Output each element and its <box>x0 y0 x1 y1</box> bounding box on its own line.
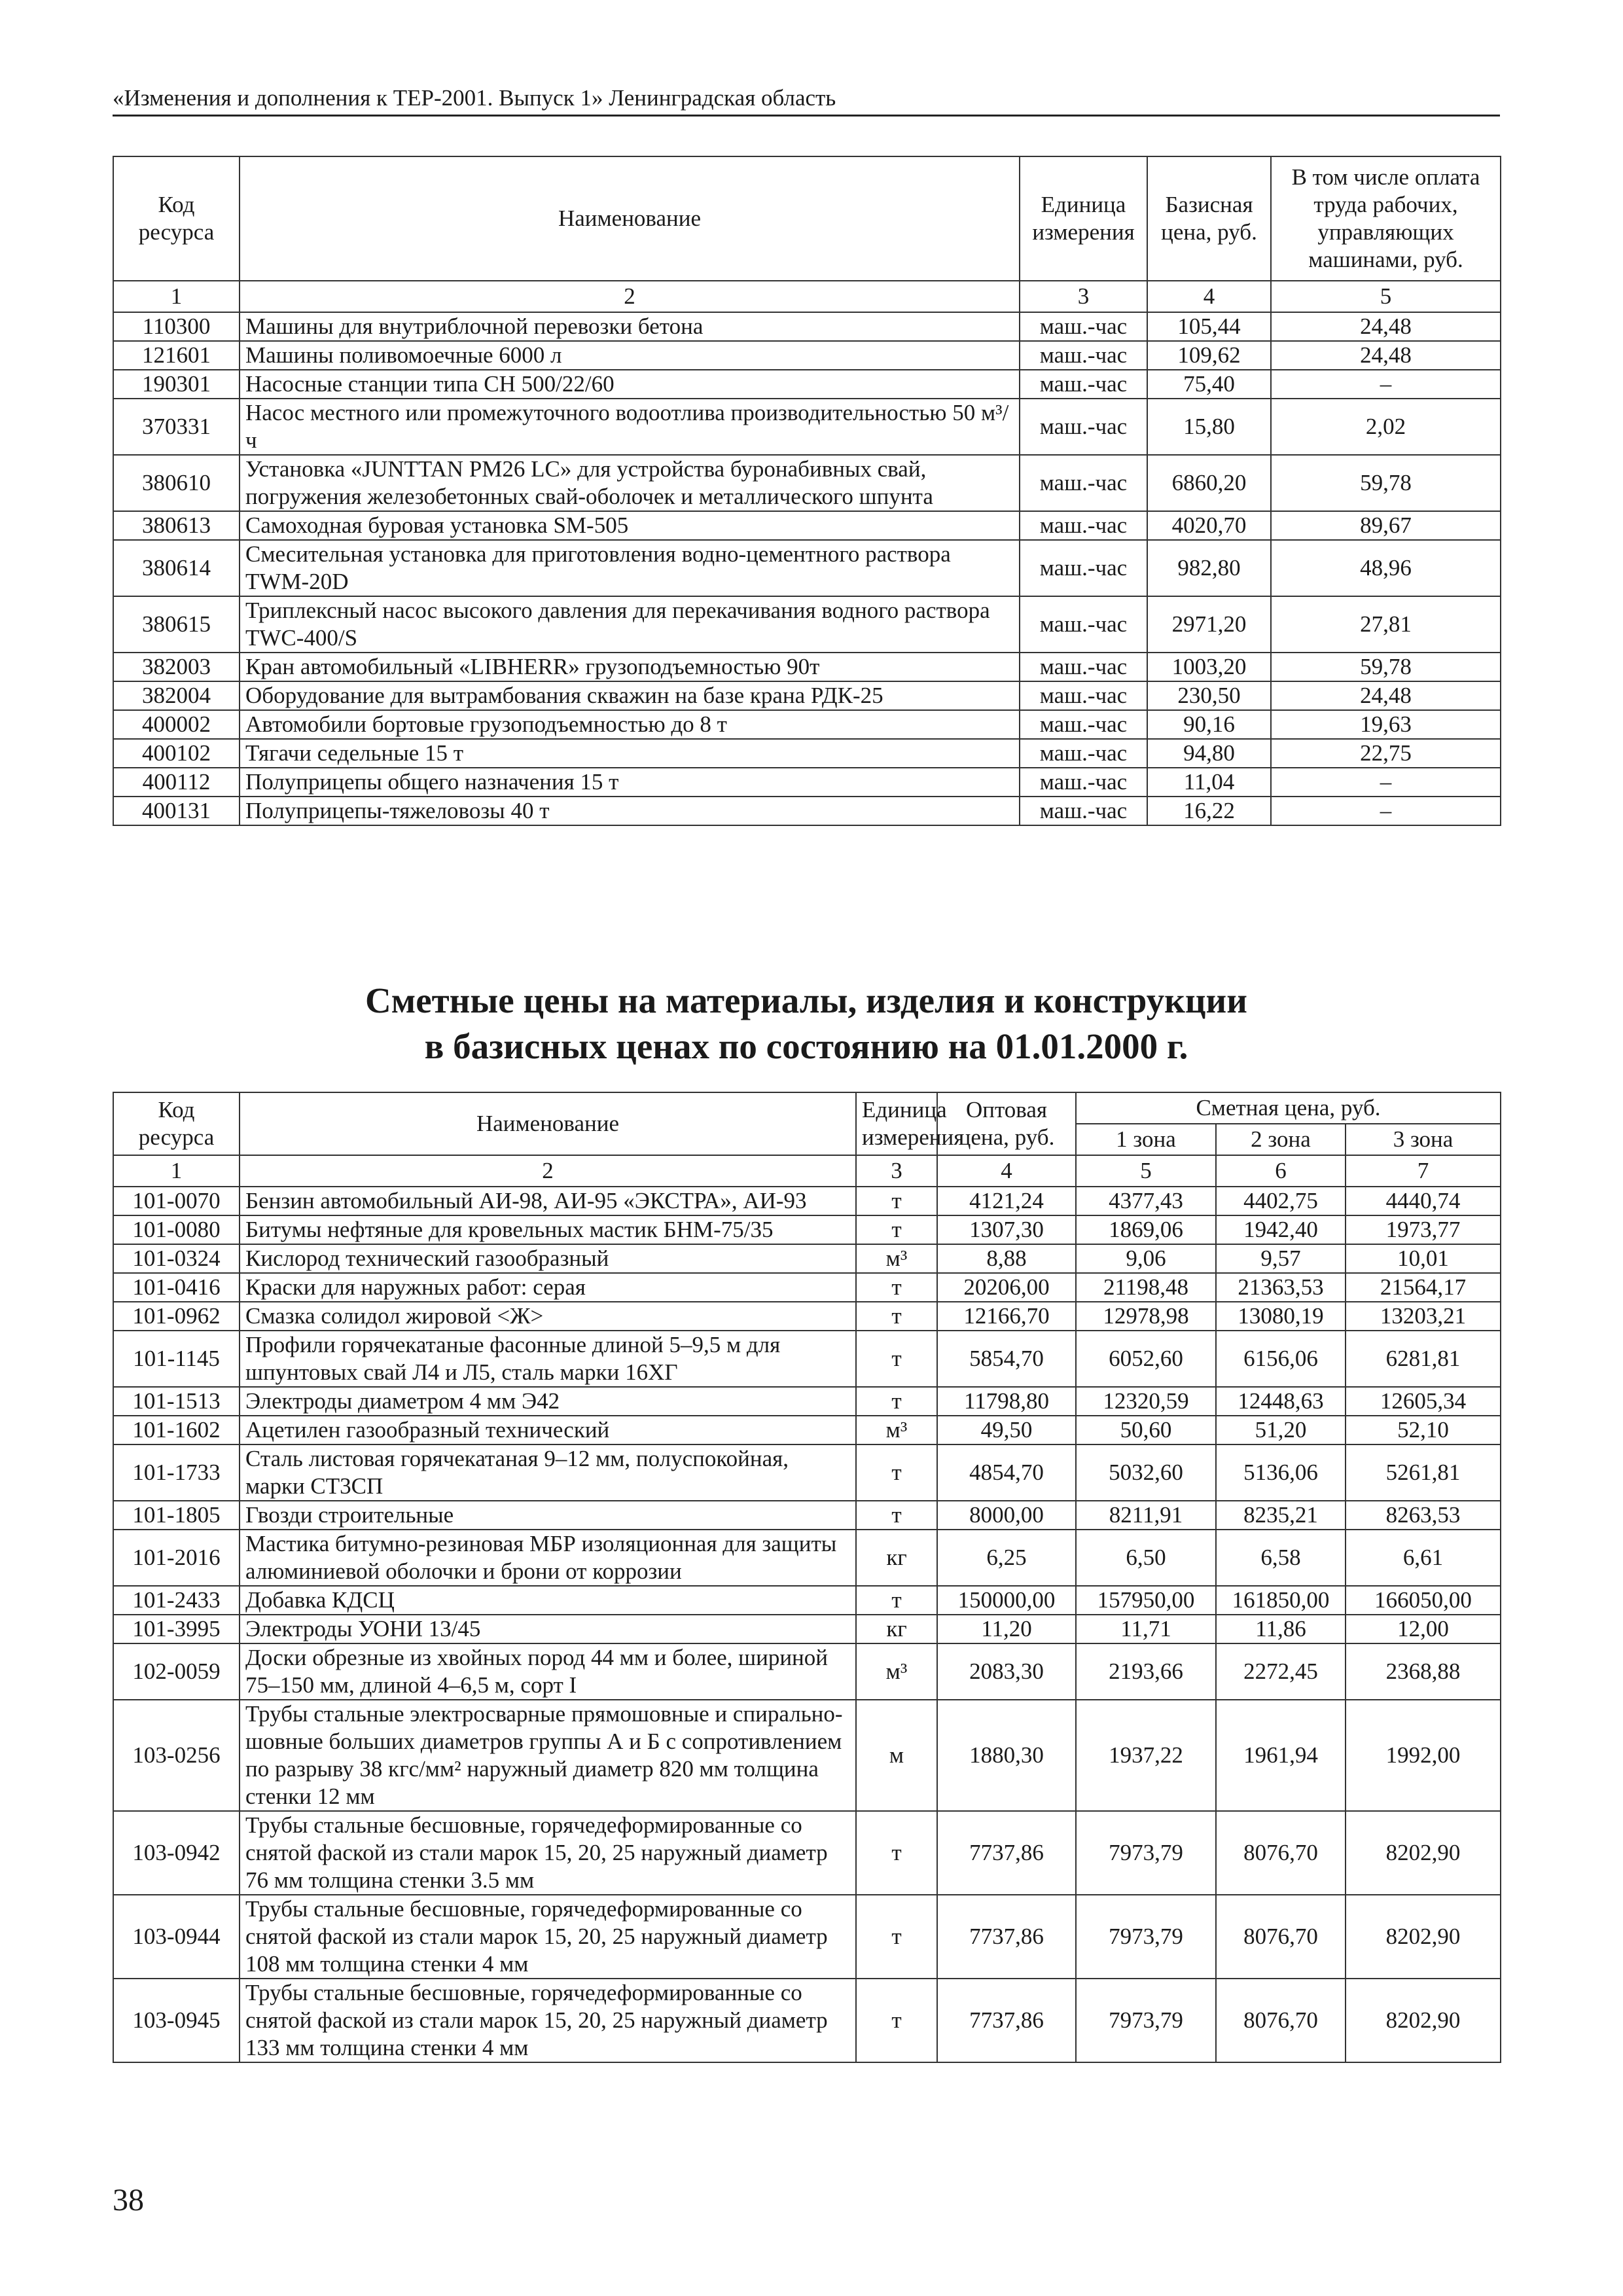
resource-code-cell: 103-0944 <box>113 1895 240 1979</box>
zone1-price-cell: 21198,48 <box>1076 1273 1216 1302</box>
resource-code-cell: 101-0070 <box>113 1187 240 1215</box>
table-row <box>113 739 1501 768</box>
unit-cell: маш.-час <box>1020 797 1147 825</box>
unit-cell: маш.-час <box>1020 312 1147 341</box>
zone2-price-cell: 1961,94 <box>1216 1700 1346 1811</box>
zone3-price-cell: 6,61 <box>1346 1530 1501 1586</box>
name-cell: Машины для внутриблочной перевозки бетона <box>240 312 1020 341</box>
zone3-price-cell: 4440,74 <box>1346 1187 1501 1215</box>
price-cell: 230,50 <box>1147 681 1271 710</box>
table-row <box>113 511 1501 540</box>
resource-code-cell: 101-0962 <box>113 1302 240 1331</box>
col-header-unit: Единица измерения <box>1020 156 1147 281</box>
wholesale-price-cell: 11,20 <box>937 1615 1076 1643</box>
zone2-price-cell: 8076,70 <box>1216 1979 1346 2062</box>
col-header-code: Код ресурса <box>113 156 240 281</box>
zone3-price-cell: 52,10 <box>1346 1416 1501 1444</box>
zone2-price-cell: 6156,06 <box>1216 1331 1346 1387</box>
table-row <box>113 1979 1501 2062</box>
zone1-price-cell: 6052,60 <box>1076 1331 1216 1387</box>
name-cell: Битумы нефтяные для кровельных мастик БНМ-75/35 <box>240 1215 856 1244</box>
wage-cell: 24,48 <box>1271 312 1501 341</box>
table-row <box>113 1416 1501 1444</box>
unit-cell: маш.-час <box>1020 399 1147 455</box>
machines-table-body <box>113 156 1501 825</box>
wholesale-price-cell: 49,50 <box>937 1416 1076 1444</box>
resource-code-cell: 101-2433 <box>113 1586 240 1615</box>
unit-cell: т <box>856 1895 937 1979</box>
price-cell: 6860,20 <box>1147 455 1271 511</box>
wholesale-price-cell: 1880,30 <box>937 1700 1076 1811</box>
table-row <box>113 341 1501 370</box>
table-row <box>113 1187 1501 1215</box>
resource-code-cell: 380610 <box>113 455 240 511</box>
col-number: 5 <box>1271 281 1501 312</box>
resource-code-cell: 110300 <box>113 312 240 341</box>
table-row <box>113 797 1501 825</box>
col-number: 7 <box>1346 1155 1501 1187</box>
col-number: 2 <box>240 1155 856 1187</box>
col-number: 4 <box>1147 281 1271 312</box>
zone1-price-cell: 6,50 <box>1076 1530 1216 1586</box>
zone3-price-cell: 8202,90 <box>1346 1895 1501 1979</box>
price-cell: 4020,70 <box>1147 511 1271 540</box>
wholesale-price-cell: 7737,86 <box>937 1895 1076 1979</box>
resource-code-cell: 380613 <box>113 511 240 540</box>
zone2-price-cell: 4402,75 <box>1216 1187 1346 1215</box>
wholesale-price-cell: 11798,80 <box>937 1387 1076 1416</box>
resource-code-cell: 400102 <box>113 739 240 768</box>
zone3-price-cell: 166050,00 <box>1346 1586 1501 1615</box>
unit-cell: м³ <box>856 1416 937 1444</box>
unit-cell: маш.-час <box>1020 653 1147 681</box>
resource-code-cell: 382003 <box>113 653 240 681</box>
unit-cell: маш.-час <box>1020 596 1147 653</box>
name-cell: Доски обрезные из хвойных пород 44 мм и более, шириной 75–150 мм, длиной 4–6,5 м, сорт I <box>240 1643 856 1700</box>
col-number: 6 <box>1216 1155 1346 1187</box>
unit-cell: кг <box>856 1615 937 1643</box>
zone3-price-cell: 6281,81 <box>1346 1331 1501 1387</box>
unit-cell: маш.-час <box>1020 341 1147 370</box>
zone1-price-cell: 1869,06 <box>1076 1215 1216 1244</box>
resource-code-cell: 370331 <box>113 399 240 455</box>
table-row <box>113 596 1501 653</box>
name-cell: Насос местного или промежуточного водоотлива производительностью 50 м³/ч <box>240 399 1020 455</box>
wholesale-price-cell: 4854,70 <box>937 1444 1076 1501</box>
zone2-price-cell: 9,57 <box>1216 1244 1346 1273</box>
table-row <box>113 1215 1501 1244</box>
title-line-1: Сметные цены на материалы, изделия и конструкции <box>365 980 1247 1020</box>
name-cell: Насосные станции типа СН 500/22/60 <box>240 370 1020 399</box>
unit-cell: маш.-час <box>1020 455 1147 511</box>
zone3-price-cell: 8263,53 <box>1346 1501 1501 1530</box>
resource-code-cell: 101-1805 <box>113 1501 240 1530</box>
wholesale-price-cell: 7737,86 <box>937 1979 1076 2062</box>
name-cell: Электроды диаметром 4 мм Э42 <box>240 1387 856 1416</box>
resource-code-cell: 400002 <box>113 710 240 739</box>
unit-cell: т <box>856 1979 937 2062</box>
table-row <box>113 399 1501 455</box>
col-header-zone1: 1 зона <box>1076 1124 1216 1155</box>
zone1-price-cell: 11,71 <box>1076 1615 1216 1643</box>
resource-code-cell: 102-0059 <box>113 1643 240 1700</box>
price-cell: 2971,20 <box>1147 596 1271 653</box>
table-row <box>113 1331 1501 1387</box>
table-row <box>113 1530 1501 1586</box>
unit-cell: т <box>856 1273 937 1302</box>
zone1-price-cell: 7973,79 <box>1076 1979 1216 2062</box>
col-number: 1 <box>113 281 240 312</box>
zone2-price-cell: 11,86 <box>1216 1615 1346 1643</box>
wage-cell: – <box>1271 797 1501 825</box>
zone1-price-cell: 12320,59 <box>1076 1387 1216 1416</box>
zone3-price-cell: 12605,34 <box>1346 1387 1501 1416</box>
table-row <box>113 455 1501 511</box>
zone3-price-cell: 10,01 <box>1346 1244 1501 1273</box>
name-cell: Гвозди строительные <box>240 1501 856 1530</box>
machines-header-row <box>113 156 1501 281</box>
wholesale-price-cell: 8,88 <box>937 1244 1076 1273</box>
price-cell: 90,16 <box>1147 710 1271 739</box>
wholesale-price-cell: 2083,30 <box>937 1643 1076 1700</box>
zone1-price-cell: 2193,66 <box>1076 1643 1216 1700</box>
name-cell: Смесительная установка для приготовления водно-цементного раствора TWM-20D <box>240 540 1020 596</box>
resource-code-cell: 101-1513 <box>113 1387 240 1416</box>
price-cell: 105,44 <box>1147 312 1271 341</box>
resource-code-cell: 101-1602 <box>113 1416 240 1444</box>
col-number: 5 <box>1076 1155 1216 1187</box>
zone1-price-cell: 1937,22 <box>1076 1700 1216 1811</box>
wage-cell: – <box>1271 768 1501 797</box>
unit-cell: т <box>856 1302 937 1331</box>
zone3-price-cell: 1973,77 <box>1346 1215 1501 1244</box>
unit-cell: маш.-час <box>1020 511 1147 540</box>
wage-cell: – <box>1271 370 1501 399</box>
zone2-price-cell: 5136,06 <box>1216 1444 1346 1501</box>
zone2-price-cell: 13080,19 <box>1216 1302 1346 1331</box>
resource-code-cell: 101-1733 <box>113 1444 240 1501</box>
resource-code-cell: 101-2016 <box>113 1530 240 1586</box>
header-rule <box>113 115 1500 117</box>
name-cell: Полуприцепы-тяжеловозы 40 т <box>240 797 1020 825</box>
table-row <box>113 1387 1501 1416</box>
wholesale-price-cell: 8000,00 <box>937 1501 1076 1530</box>
table-row <box>113 681 1501 710</box>
table-row <box>113 653 1501 681</box>
zone2-price-cell: 2272,45 <box>1216 1643 1346 1700</box>
name-cell: Ацетилен газообразный технический <box>240 1416 856 1444</box>
resource-code-cell: 103-0256 <box>113 1700 240 1811</box>
wholesale-price-cell: 150000,00 <box>937 1586 1076 1615</box>
table-row <box>113 1811 1501 1895</box>
materials-table <box>113 1092 1501 2063</box>
price-cell: 1003,20 <box>1147 653 1271 681</box>
zone1-price-cell: 7973,79 <box>1076 1895 1216 1979</box>
zone3-price-cell: 12,00 <box>1346 1615 1501 1643</box>
resource-code-cell: 101-0080 <box>113 1215 240 1244</box>
price-cell: 11,04 <box>1147 768 1271 797</box>
wholesale-price-cell: 6,25 <box>937 1530 1076 1586</box>
table-row <box>113 312 1501 341</box>
zone2-price-cell: 51,20 <box>1216 1416 1346 1444</box>
col-number: 4 <box>937 1155 1076 1187</box>
zone1-price-cell: 7973,79 <box>1076 1811 1216 1895</box>
zone2-price-cell: 8076,70 <box>1216 1895 1346 1979</box>
price-cell: 94,80 <box>1147 739 1271 768</box>
col-header-zone3: 3 зона <box>1346 1124 1501 1155</box>
table-row <box>113 1302 1501 1331</box>
name-cell: Кран автомобильный «LIBHERR» грузоподъемностью 90т <box>240 653 1020 681</box>
wholesale-price-cell: 4121,24 <box>937 1187 1076 1215</box>
zone1-price-cell: 5032,60 <box>1076 1444 1216 1501</box>
name-cell: Сталь листовая горячекатаная 9–12 мм, полуспокойная, марки СТ3СП <box>240 1444 856 1501</box>
table-row <box>113 1700 1501 1811</box>
zone1-price-cell: 50,60 <box>1076 1416 1216 1444</box>
wage-cell: 59,78 <box>1271 455 1501 511</box>
wage-cell: 2,02 <box>1271 399 1501 455</box>
unit-cell: кг <box>856 1530 937 1586</box>
table-row <box>113 710 1501 739</box>
col-header-name: Наименование <box>240 156 1020 281</box>
resource-code-cell: 380615 <box>113 596 240 653</box>
table-row <box>113 1273 1501 1302</box>
table-row <box>113 1615 1501 1643</box>
name-cell: Оборудование для вытрамбования скважин на базе крана РДК-25 <box>240 681 1020 710</box>
name-cell: Кислород технический газообразный <box>240 1244 856 1273</box>
wage-cell: 24,48 <box>1271 341 1501 370</box>
wage-cell: 24,48 <box>1271 681 1501 710</box>
resource-code-cell: 400131 <box>113 797 240 825</box>
wholesale-price-cell: 7737,86 <box>937 1811 1076 1895</box>
name-cell: Машины поливомоечные 6000 л <box>240 341 1020 370</box>
table-row <box>113 1586 1501 1615</box>
resource-code-cell: 101-3995 <box>113 1615 240 1643</box>
zone3-price-cell: 5261,81 <box>1346 1444 1501 1501</box>
table-row <box>113 1444 1501 1501</box>
unit-cell: маш.-час <box>1020 739 1147 768</box>
col-header-price: Базисная цена, руб. <box>1147 156 1271 281</box>
zone1-price-cell: 9,06 <box>1076 1244 1216 1273</box>
resource-code-cell: 101-0416 <box>113 1273 240 1302</box>
wage-cell: 22,75 <box>1271 739 1501 768</box>
unit-cell: маш.-час <box>1020 768 1147 797</box>
zone1-price-cell: 12978,98 <box>1076 1302 1216 1331</box>
price-cell: 109,62 <box>1147 341 1271 370</box>
name-cell: Трубы стальные бесшовные, горячедеформированные со снятой фаской из стали марок 15, 20, 25 наружный диаметр 108 мм толщина стенки 4 мм <box>240 1895 856 1979</box>
zone2-price-cell: 6,58 <box>1216 1530 1346 1586</box>
resource-code-cell: 382004 <box>113 681 240 710</box>
unit-cell: т <box>856 1444 937 1501</box>
wage-cell: 59,78 <box>1271 653 1501 681</box>
col-header-zone2: 2 зона <box>1216 1124 1346 1155</box>
price-cell: 16,22 <box>1147 797 1271 825</box>
name-cell: Самоходная буровая установка SM-505 <box>240 511 1020 540</box>
name-cell: Бензин автомобильный АИ-98, АИ-95 «ЭКСТРА», АИ-93 <box>240 1187 856 1215</box>
zone1-price-cell: 157950,00 <box>1076 1586 1216 1615</box>
zone3-price-cell: 1992,00 <box>1346 1700 1501 1811</box>
resource-code-cell: 400112 <box>113 768 240 797</box>
zone3-price-cell: 21564,17 <box>1346 1273 1501 1302</box>
resource-code-cell: 103-0942 <box>113 1811 240 1895</box>
zone1-price-cell: 8211,91 <box>1076 1501 1216 1530</box>
name-cell: Мастика битумно-резиновая МБР изоляционная для защиты алюминиевой оболочки и брони от коррозии <box>240 1530 856 1586</box>
wage-cell: 48,96 <box>1271 540 1501 596</box>
price-cell: 15,80 <box>1147 399 1271 455</box>
zone2-price-cell: 8235,21 <box>1216 1501 1346 1530</box>
zone2-price-cell: 8076,70 <box>1216 1811 1346 1895</box>
resource-code-cell: 103-0945 <box>113 1979 240 2062</box>
table-row <box>113 1643 1501 1700</box>
unit-cell: маш.-час <box>1020 370 1147 399</box>
zone3-price-cell: 8202,90 <box>1346 1979 1501 2062</box>
unit-cell: т <box>856 1215 937 1244</box>
name-cell: Тягачи седельные 15 т <box>240 739 1020 768</box>
unit-cell: м <box>856 1700 937 1811</box>
unit-cell: маш.-час <box>1020 540 1147 596</box>
table-row <box>113 1501 1501 1530</box>
materials-header-row <box>113 1092 1501 1124</box>
table-row <box>113 1895 1501 1979</box>
col-number: 1 <box>113 1155 240 1187</box>
name-cell: Автомобили бортовые грузоподъемностью до 8 т <box>240 710 1020 739</box>
machines-table <box>113 156 1501 826</box>
resource-code-cell: 190301 <box>113 370 240 399</box>
zone2-price-cell: 161850,00 <box>1216 1586 1346 1615</box>
col-header-code: Код ресурса <box>113 1092 240 1155</box>
name-cell: Трубы стальные электросварные прямошовные и спирально-шовные больших диаметров группы А и Б с сопротивлением по разрыву 38 кгс/мм² наружный диаметр 820 мм толщина стенки 12 мм <box>240 1700 856 1811</box>
unit-cell: маш.-час <box>1020 681 1147 710</box>
zone2-price-cell: 21363,53 <box>1216 1273 1346 1302</box>
price-cell: 982,80 <box>1147 540 1271 596</box>
name-cell: Триплексный насос высокого давления для перекачивания водного раствора TWC-400/S <box>240 596 1020 653</box>
wage-cell: 89,67 <box>1271 511 1501 540</box>
col-number: 3 <box>1020 281 1147 312</box>
name-cell: Смазка солидол жировой <Ж> <box>240 1302 856 1331</box>
name-cell: Трубы стальные бесшовные, горячедеформированные со снятой фаской из стали марок 15, 20, 25 наружный диаметр 133 мм толщина стенки 4 мм <box>240 1979 856 2062</box>
unit-cell: т <box>856 1586 937 1615</box>
resource-code-cell: 380614 <box>113 540 240 596</box>
name-cell: Электроды УОНИ 13/45 <box>240 1615 856 1643</box>
col-number: 2 <box>240 281 1020 312</box>
zone3-price-cell: 13203,21 <box>1346 1302 1501 1331</box>
name-cell: Краски для наружных работ: серая <box>240 1273 856 1302</box>
zone2-price-cell: 12448,63 <box>1216 1387 1346 1416</box>
wholesale-price-cell: 20206,00 <box>937 1273 1076 1302</box>
wage-cell: 19,63 <box>1271 710 1501 739</box>
materials-number-row <box>113 1155 1501 1187</box>
name-cell: Установка «JUNTTAN PM26 LC» для устройства буронабивных свай, погружения железобетонных свай-оболочек и металлического шпунта <box>240 455 1020 511</box>
name-cell: Профили горячекатаные фасонные длиной 5–9,5 м для шпунтовых свай Л4 и Л5, сталь марки 16ХГ <box>240 1331 856 1387</box>
machines-number-row <box>113 281 1501 312</box>
zone3-price-cell: 8202,90 <box>1346 1811 1501 1895</box>
unit-cell: т <box>856 1811 937 1895</box>
col-header-wholesale: Оптовая цена, руб. <box>937 1092 1076 1155</box>
unit-cell: т <box>856 1387 937 1416</box>
resource-code-cell: 101-1145 <box>113 1331 240 1387</box>
unit-cell: т <box>856 1187 937 1215</box>
name-cell: Полуприцепы общего назначения 15 т <box>240 768 1020 797</box>
unit-cell: м³ <box>856 1244 937 1273</box>
zone1-price-cell: 4377,43 <box>1076 1187 1216 1215</box>
running-header: «Изменения и дополнения к ТЕР-2001. Выпуск 1» Ленинградская область <box>113 85 836 111</box>
col-header-wage: В том числе оплата труда рабочих, управляющих машинами, руб. <box>1271 156 1501 281</box>
title-line-2: в базисных ценах по состоянию на 01.01.2000 г. <box>424 1026 1188 1066</box>
unit-cell: м³ <box>856 1643 937 1700</box>
table-row <box>113 540 1501 596</box>
col-header-name: Наименование <box>240 1092 856 1155</box>
name-cell: Трубы стальные бесшовные, горячедеформированные со снятой фаской из стали марок 15, 20, 25 наружный диаметр 76 мм толщина стенки 3.5 мм <box>240 1811 856 1895</box>
col-header-unit: Единица измерения <box>856 1092 937 1155</box>
wholesale-price-cell: 12166,70 <box>937 1302 1076 1331</box>
page-number: 38 <box>113 2183 144 2217</box>
table-row <box>113 1244 1501 1273</box>
unit-cell: маш.-час <box>1020 710 1147 739</box>
col-header-estimate: Сметная цена, руб. <box>1076 1092 1501 1124</box>
col-number: 3 <box>856 1155 937 1187</box>
materials-table-body <box>113 1092 1501 2062</box>
price-cell: 75,40 <box>1147 370 1271 399</box>
wholesale-price-cell: 1307,30 <box>937 1215 1076 1244</box>
unit-cell: т <box>856 1501 937 1530</box>
table-row <box>113 370 1501 399</box>
zone2-price-cell: 1942,40 <box>1216 1215 1346 1244</box>
resource-code-cell: 101-0324 <box>113 1244 240 1273</box>
table-row <box>113 768 1501 797</box>
unit-cell: т <box>856 1331 937 1387</box>
zone3-price-cell: 2368,88 <box>1346 1643 1501 1700</box>
wholesale-price-cell: 5854,70 <box>937 1331 1076 1387</box>
materials-section-title <box>113 978 1500 1069</box>
name-cell: Добавка КДСЦ <box>240 1586 856 1615</box>
resource-code-cell: 121601 <box>113 341 240 370</box>
wage-cell: 27,81 <box>1271 596 1501 653</box>
